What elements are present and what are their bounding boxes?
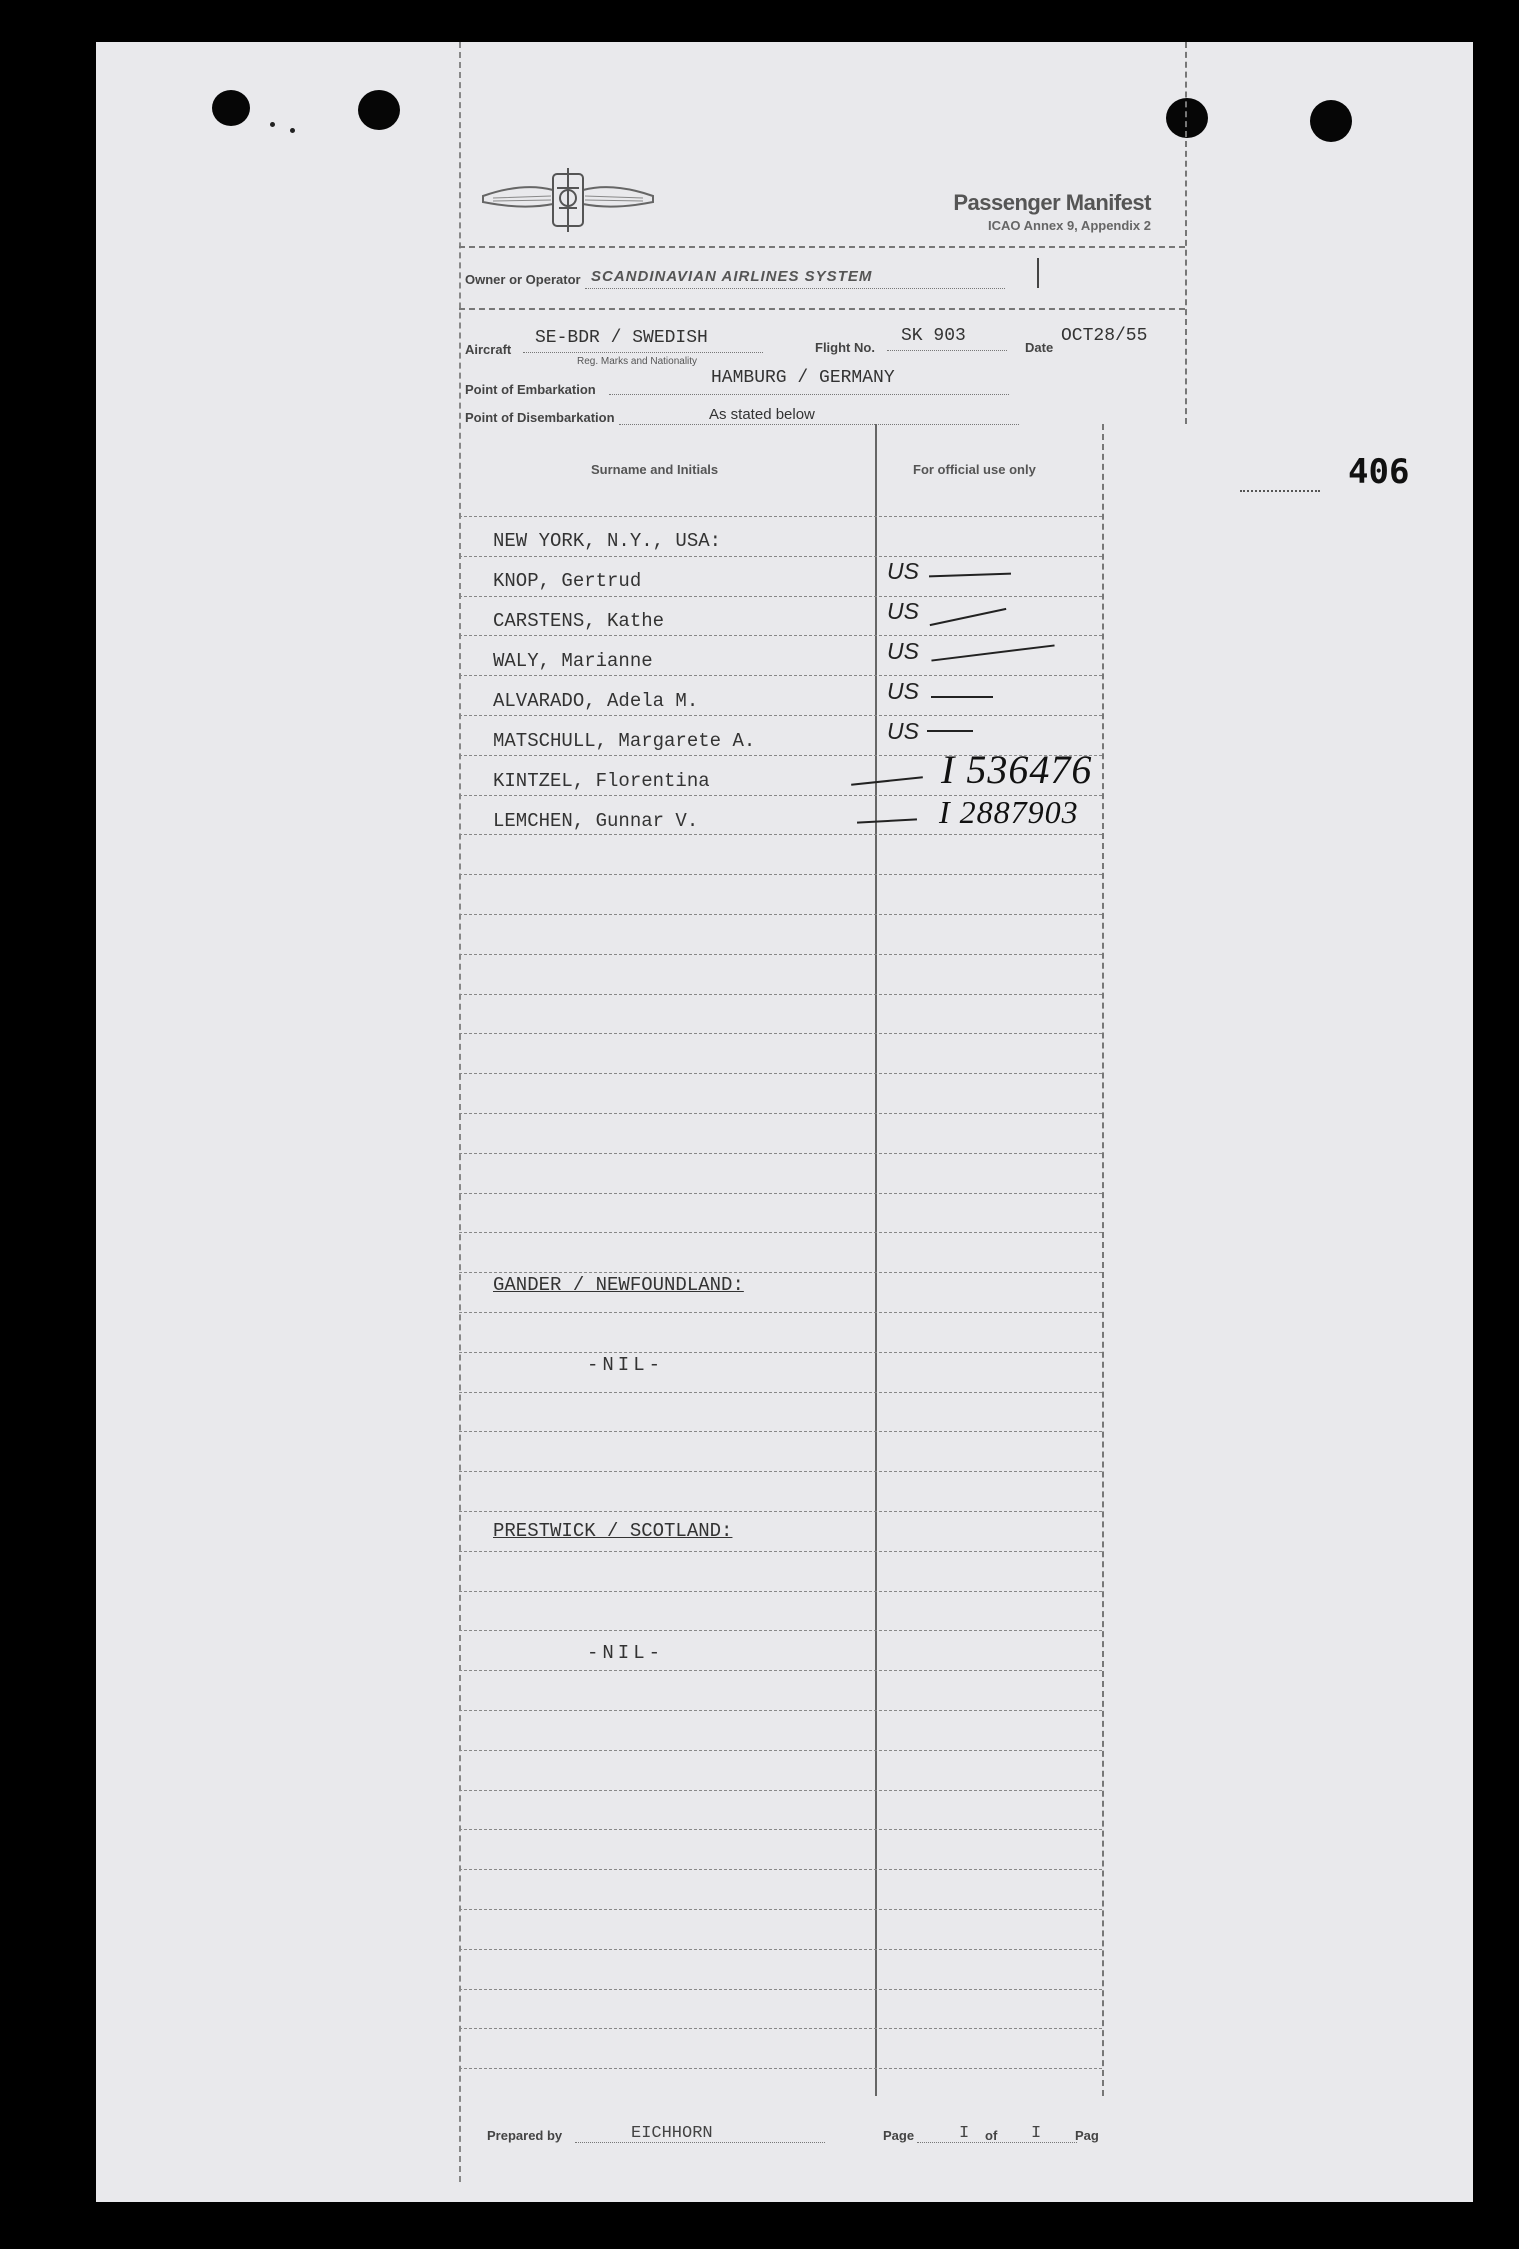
col-header-official: For official use only: [913, 462, 1036, 477]
row-name: CARSTENS, Kathe: [493, 610, 665, 632]
ruled-line: [459, 1153, 1102, 1154]
embarkation-dots: [609, 394, 1009, 395]
handwritten-dash: [851, 776, 923, 786]
ruled-line: [459, 1471, 1102, 1472]
ruled-line: [459, 874, 1102, 875]
disembarkation-value: As stated below: [709, 406, 815, 423]
owner-value: SCANDINAVIAN AIRLINES SYSTEM: [591, 268, 873, 285]
row-official: US: [887, 718, 919, 744]
row-name: NEW YORK, N.Y., USA:: [493, 530, 722, 552]
row-official: I 536476: [941, 747, 1093, 792]
punch-speck: [270, 122, 275, 127]
row-name: WALY, Marianne: [493, 650, 653, 672]
punch-speck: [290, 128, 295, 133]
reg-caption: Reg. Marks and Nationality: [577, 356, 698, 367]
handwritten-dash: [931, 696, 993, 698]
embarkation-label: Point of Embarkation: [465, 382, 596, 397]
handwritten-dash: [927, 730, 973, 732]
divider: [459, 308, 1185, 310]
ruled-line: [459, 1193, 1102, 1194]
row-name: MATSCHULL, Margarete A.: [493, 730, 756, 752]
form-subtitle: ICAO Annex 9, Appendix 2: [987, 218, 1151, 233]
aircraft-label: Aircraft: [465, 342, 512, 357]
ruled-line: [459, 2028, 1102, 2029]
handwritten-dash: [930, 608, 1007, 626]
ruled-line: [459, 675, 1102, 676]
ruled-line: [459, 516, 1102, 517]
ruled-line: [459, 834, 1102, 835]
passenger-table: [459, 424, 1104, 2143]
aircraft-value: SE-BDR / SWEDISH: [535, 328, 708, 348]
prepared-by-value: EICHHORN: [631, 2124, 713, 2143]
ruled-line: [459, 994, 1102, 995]
ruled-line: [459, 1033, 1102, 1034]
ruled-line: [459, 954, 1102, 955]
margin-dots: [1240, 490, 1320, 492]
form-title: Passenger Manifest: [953, 190, 1151, 215]
flight-label: Flight No.: [815, 340, 875, 355]
owner-dots: [585, 288, 1005, 289]
of-label: of: [985, 2128, 998, 2143]
disembarkation-label: Point of Disembarkation: [465, 410, 615, 425]
ruled-line: [459, 1670, 1102, 1671]
ruled-line: [459, 1232, 1102, 1233]
archive-page-number: 406: [1348, 452, 1410, 492]
owner-end-mark: [1037, 258, 1039, 288]
col-header-names: Surname and Initials: [591, 462, 719, 477]
section-heading-prestwick: PRESTWICK / SCOTLAND:: [493, 1520, 733, 1542]
prestwick-nil: -NIL-: [587, 1642, 665, 1664]
row-official: US: [887, 598, 919, 624]
ruled-line: [459, 1272, 1102, 1273]
prepared-by-label: Prepared by: [487, 2128, 563, 2143]
aircraft-dots: [523, 352, 763, 353]
section-heading-gander: GANDER / NEWFOUNDLAND:: [493, 1274, 744, 1296]
ruled-line: [459, 1869, 1102, 1870]
ruled-line: [459, 635, 1102, 636]
pag-label: Pag: [1075, 2128, 1099, 2143]
row-official: US: [887, 678, 919, 704]
ruled-line: [459, 1949, 1102, 1950]
handwritten-dash: [929, 573, 1011, 578]
date-value: OCT28/55: [1061, 326, 1148, 346]
owner-label: Owner or Operator: [465, 272, 581, 287]
ruled-line: [459, 2068, 1102, 2069]
row-official: US: [887, 558, 919, 584]
flight-value: SK 903: [901, 326, 966, 346]
row-official: US: [887, 638, 919, 664]
row-name: ALVARADO, Adela M.: [493, 690, 699, 712]
ruled-line: [459, 1113, 1102, 1114]
ruled-line: [459, 1909, 1102, 1910]
ruled-line: [459, 1989, 1102, 1990]
punch-hole: [212, 90, 250, 126]
embarkation-value: HAMBURG / GERMANY: [711, 368, 895, 388]
row-name: KINTZEL, Florentina: [493, 770, 710, 792]
date-label: Date: [1025, 340, 1054, 355]
of-value: I: [1031, 2124, 1042, 2143]
ruled-line: [459, 1710, 1102, 1711]
divider: [459, 246, 1185, 248]
punch-hole: [1310, 100, 1352, 142]
ruled-line: [459, 914, 1102, 915]
page-label: Page: [883, 2128, 915, 2143]
ruled-line: [459, 1312, 1102, 1313]
ruled-line: [459, 1431, 1102, 1432]
ruled-line: [459, 1511, 1102, 1512]
flight-dots: [887, 350, 1007, 351]
ruled-line: [459, 715, 1102, 716]
handwritten-dash: [857, 818, 917, 823]
handwritten-dash: [931, 644, 1054, 661]
ruled-line: [459, 556, 1102, 557]
gander-nil: -NIL-: [587, 1354, 665, 1376]
ruled-line: [459, 1829, 1102, 1830]
ruled-line: [459, 1392, 1102, 1393]
row-name: KNOP, Gertrud: [493, 570, 642, 592]
row-name: LEMCHEN, Gunnar V.: [493, 810, 699, 832]
punch-hole: [358, 90, 400, 130]
ruled-line: [459, 1750, 1102, 1751]
page-value: I: [959, 2124, 970, 2143]
airline-logo-icon: [473, 160, 663, 240]
ruled-line: [459, 1352, 1102, 1353]
ruled-line: [459, 1551, 1102, 1552]
ruled-line: [459, 596, 1102, 597]
page-dots: [917, 2142, 1077, 2143]
ruled-line: [459, 1790, 1102, 1791]
ruled-line: [459, 1591, 1102, 1592]
prepared-dots: [575, 2142, 825, 2143]
ruled-line: [459, 1073, 1102, 1074]
row-official: I 2887903: [939, 794, 1079, 830]
ruled-line: [459, 1630, 1102, 1631]
